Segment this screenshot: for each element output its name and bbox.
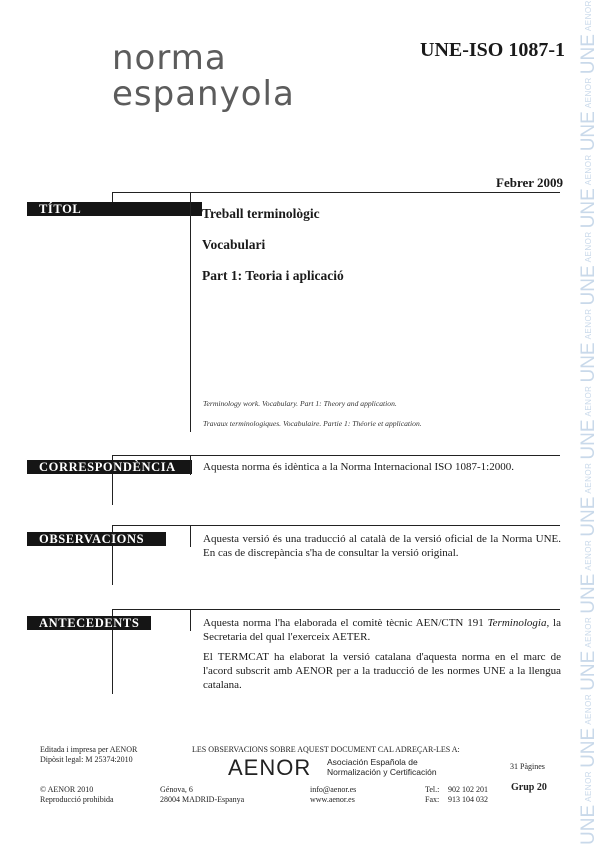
page-count: 31 Pàgines xyxy=(510,762,545,771)
antecedents-label: ANTECEDENTS xyxy=(27,616,151,630)
watermark-une: UNE xyxy=(578,573,599,614)
observations-content-rule xyxy=(190,525,191,547)
header-divider xyxy=(112,192,560,193)
watermark-aenor: AENOR xyxy=(584,770,593,802)
watermark-text xyxy=(578,0,598,845)
standard-code: UNE-ISO 1087-1 xyxy=(420,39,566,61)
aenor-logo-subtitle xyxy=(327,757,437,777)
website[interactable]: www.aenor.es xyxy=(310,795,355,804)
tel-label: Tel.: xyxy=(425,785,440,794)
watermark-aenor: AENOR xyxy=(584,616,593,648)
watermark-une: UNE xyxy=(578,804,599,845)
observations-divider xyxy=(112,525,560,526)
correspondence-content-rule xyxy=(190,455,191,475)
watermark-aenor: AENOR xyxy=(584,385,593,417)
watermark-aenor: AENOR xyxy=(584,539,593,571)
title-content-rule xyxy=(190,192,191,432)
title-line-3: Part 1: Teoria i aplicació xyxy=(202,268,344,283)
observations-label: OBSERVACIONS xyxy=(27,532,166,546)
address-line-2: 28004 MADRID-Espanya xyxy=(160,795,245,804)
title-french: Travaux terminologiques. Vocabulaire. Partie 1: Théorie et application. xyxy=(203,419,422,428)
tel-number: 902 102 201 xyxy=(448,785,488,794)
edited-by: Editada i impresa per AENOR xyxy=(40,745,138,754)
antecedents-p1-end: la Secretaria del qual l'exerceix AETER. xyxy=(203,617,561,643)
watermark-une: UNE xyxy=(578,111,599,152)
correspondence-text: Aquesta norma és idèntica a la Norma Internacional ISO 1087-1:2000. xyxy=(203,461,514,473)
logo-sub-line-2: Normalización y Certificación xyxy=(327,767,437,777)
copyright: © AENOR 2010 xyxy=(40,785,94,794)
correspondence-divider xyxy=(112,455,560,456)
correspondence-label: CORRESPONDÈNCIA xyxy=(27,460,192,474)
brand-line-2: espanyola xyxy=(112,74,295,114)
aenor-logo: AENOR xyxy=(228,755,312,780)
watermark-aenor: AENOR xyxy=(584,231,593,263)
price-group: Grup 20 xyxy=(511,782,547,793)
observations-text: Aquesta versió és una traducció al català de la versió oficial de la Norma UNE. En cas de discrepància s'ha de consultar la versió original. xyxy=(203,533,561,559)
antecedents-paragraph-2: El TERMCAT ha elaborat la versió catalana d'aquesta norma en el marc de l'acord subscrit amb AENOR per a la traducció de les normes UNE a la llengua catalana. xyxy=(203,651,561,691)
watermark-aenor: AENOR xyxy=(584,77,593,109)
title-label: TÍTOL xyxy=(27,202,202,216)
antecedents-paragraph-1 xyxy=(203,616,561,644)
fax-number: 913 104 032 xyxy=(448,795,488,804)
watermark-aenor: AENOR xyxy=(584,0,593,32)
publication-date: Febrer 2009 xyxy=(496,175,564,190)
watermark-une: UNE xyxy=(578,34,599,75)
watermark-une: UNE xyxy=(578,496,599,537)
watermark-strip xyxy=(572,0,600,845)
watermark-une: UNE xyxy=(578,342,599,383)
email[interactable]: info@aenor.es xyxy=(310,785,357,794)
brand-line-1: norma xyxy=(112,38,227,78)
watermark-aenor: AENOR xyxy=(584,308,593,340)
fax-label: Fax: xyxy=(425,795,440,804)
observations-address-header: LES OBSERVACIONS SOBRE AQUEST DOCUMENT CAL ADREÇAR-LES A: xyxy=(192,745,460,754)
title-english: Terminology work. Vocabulary. Part 1: Theory and application. xyxy=(203,399,397,408)
logo-sub-line-1: Asociación Española de xyxy=(327,757,418,767)
reproduction-notice: Reproducció prohibida xyxy=(40,795,114,804)
address-line-1: Génova, 6 xyxy=(160,785,193,794)
watermark-aenor: AENOR xyxy=(584,154,593,186)
watermark-une: UNE xyxy=(578,265,599,306)
title-line-1: Treball terminològic xyxy=(202,206,320,221)
watermark-une: UNE xyxy=(578,727,599,768)
brand-title xyxy=(112,40,295,112)
watermark-aenor: AENOR xyxy=(584,462,593,494)
title-line-2: Vocabulari xyxy=(202,237,266,252)
antecedents-content-rule xyxy=(190,609,191,631)
antecedents-divider xyxy=(112,609,560,610)
antecedents-p1-italic: Terminologia, xyxy=(487,617,550,629)
watermark-une: UNE xyxy=(578,419,599,460)
watermark-aenor: AENOR xyxy=(584,693,593,725)
watermark-une: UNE xyxy=(578,188,599,229)
watermark-une: UNE xyxy=(578,650,599,691)
legal-deposit: Dipòsit legal: M 25374:2010 xyxy=(40,755,133,764)
antecedents-p1-start: Aquesta norma l'ha elaborada el comitè tècnic AEN/CTN 191 xyxy=(203,617,488,629)
